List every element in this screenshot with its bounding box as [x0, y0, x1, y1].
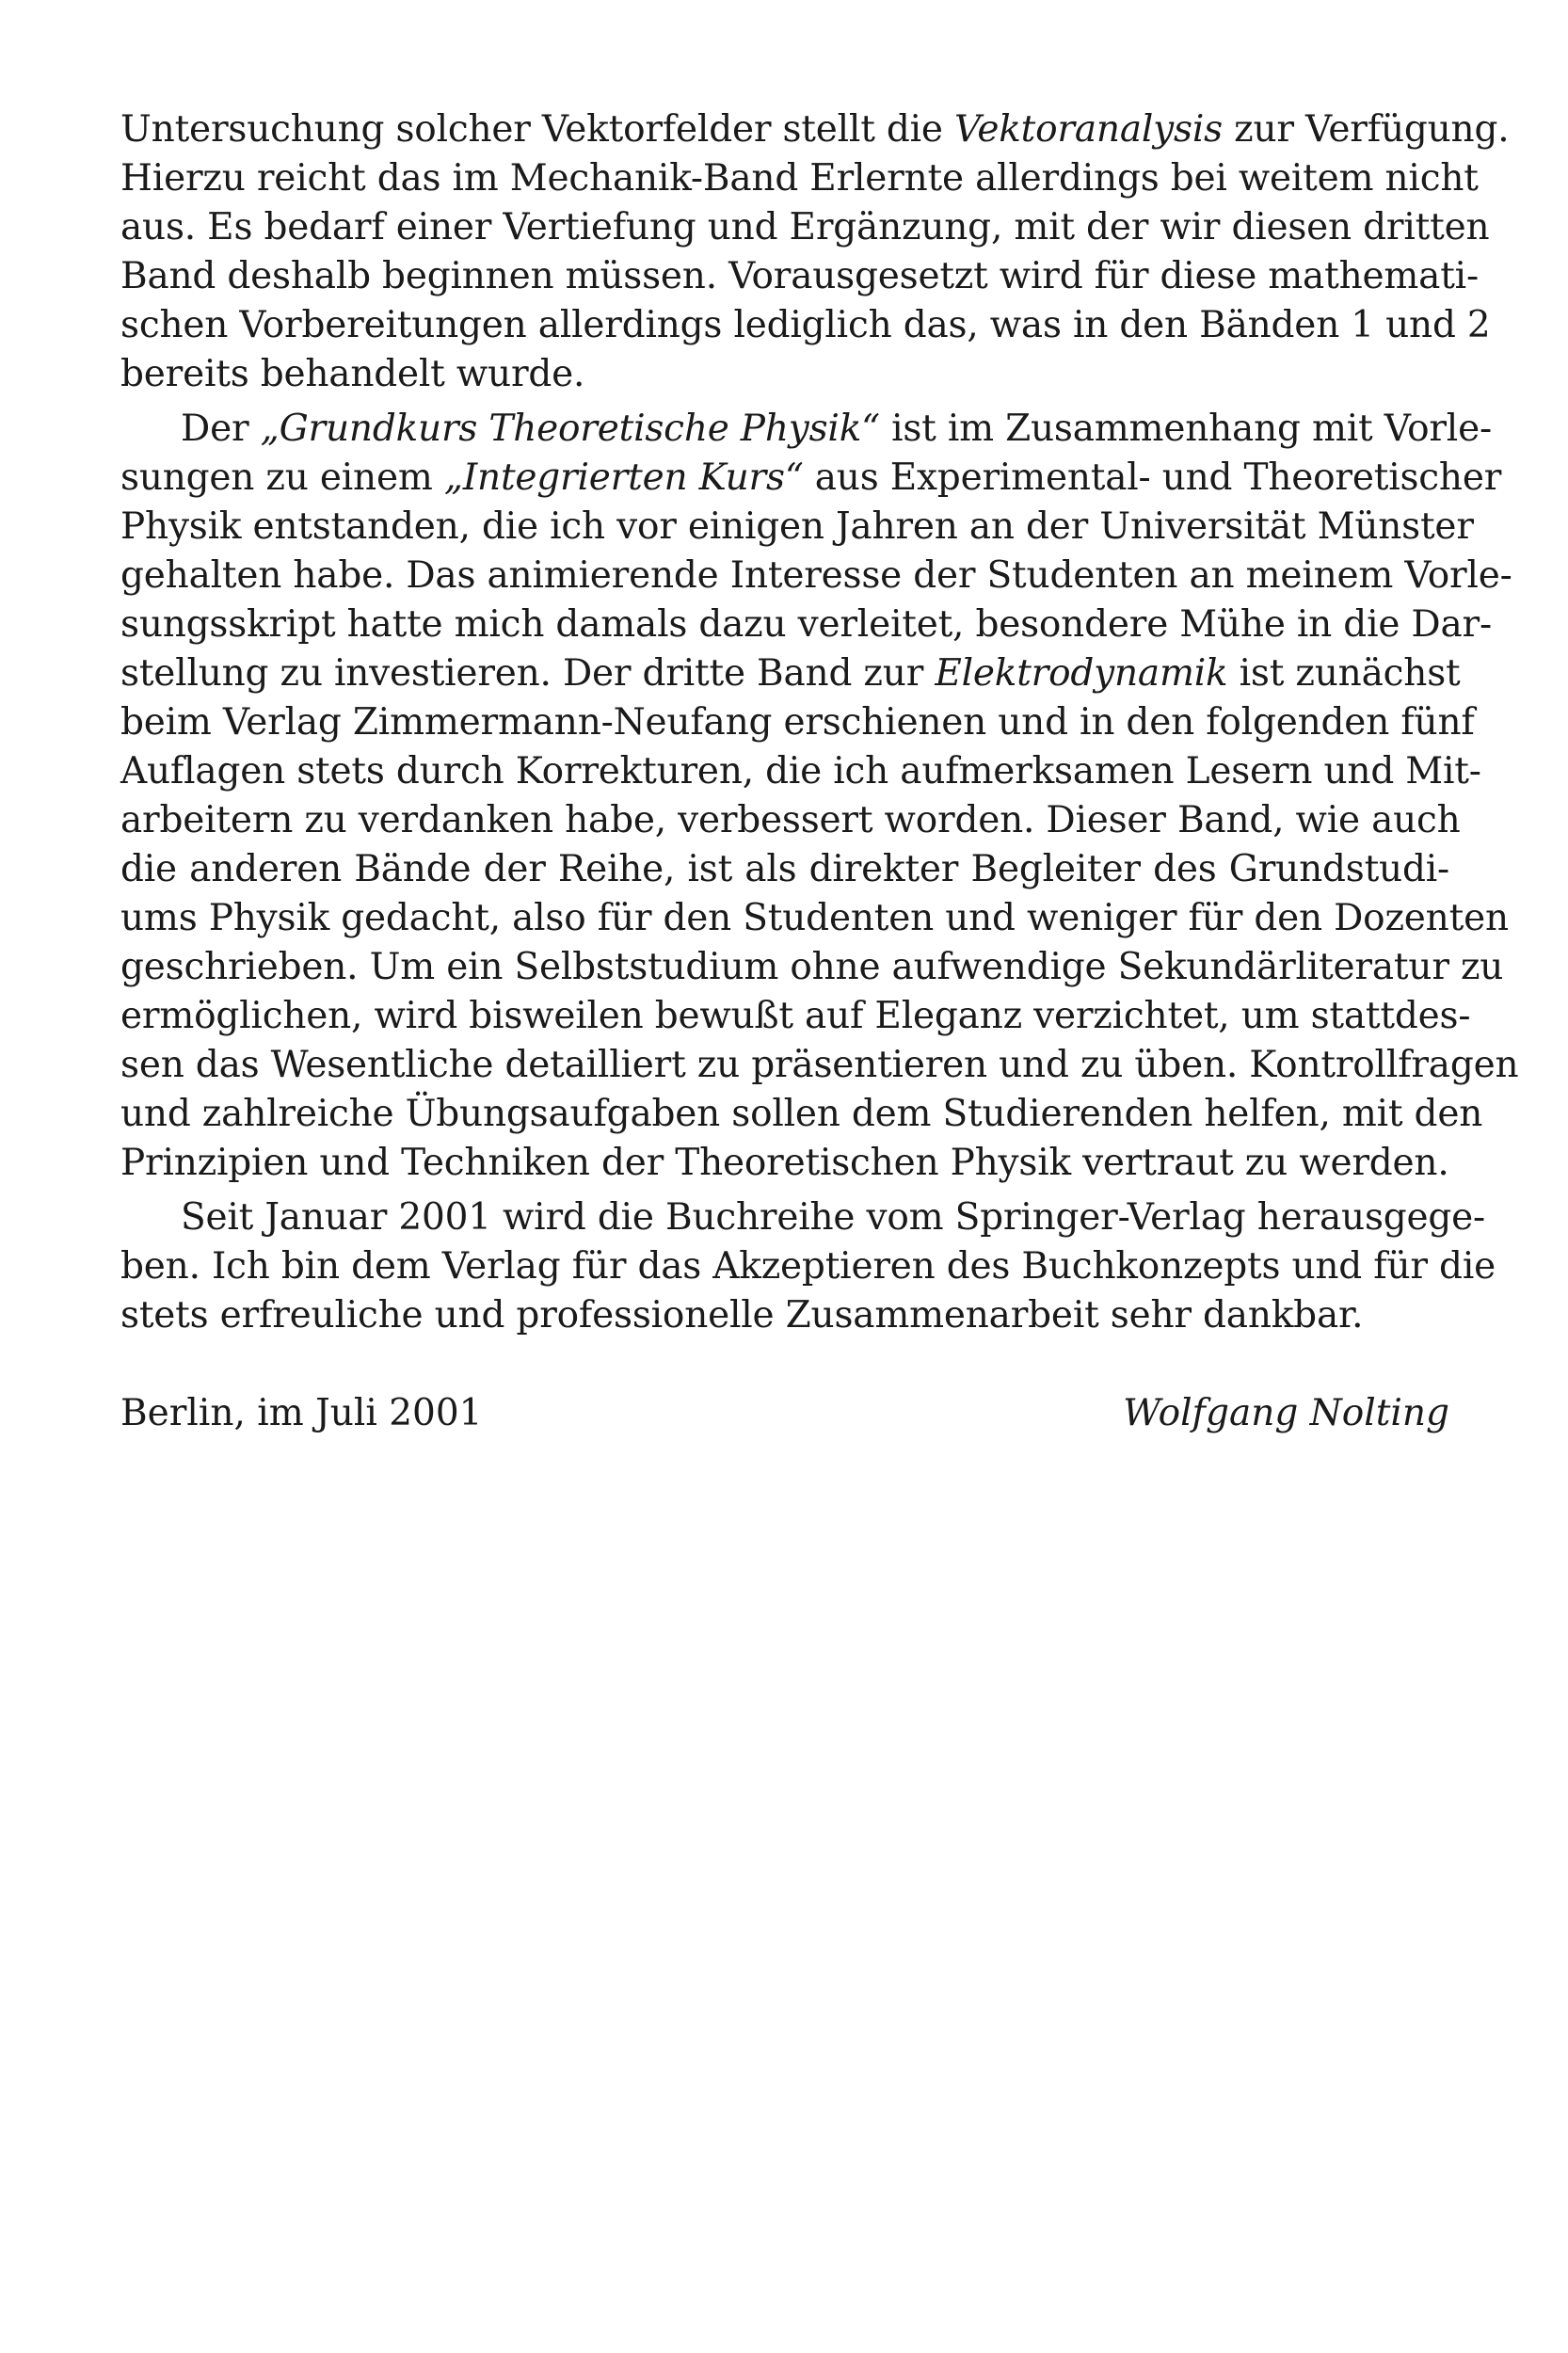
- text-segment: und zahlreiche Übungsaufgaben sollen dem Studierenden helfen, mit den: [120, 1093, 1483, 1135]
- text-segment: gehalten habe. Das animierende Interesse der Studenten an meinem Vorle-: [120, 554, 1512, 597]
- text-line: [120, 350, 1449, 399]
- text-line: [120, 894, 1509, 943]
- place-date: Berlin, im Juli 2001: [120, 1392, 483, 1434]
- text-line: [120, 301, 1491, 350]
- text-segment: beim Verlag Zimmermann-Neufang erschienen und in den folgenden fünf: [120, 701, 1475, 744]
- text-line: [120, 1291, 1449, 1340]
- text-segment: Physik entstanden, die ich vor einigen Jahren an der Universität Münster: [120, 505, 1474, 548]
- text-segment: Band deshalb beginnen müssen. Vorausgesetzt wird für diese mathemati-: [120, 255, 1479, 297]
- author-name: Wolfgang Nolting: [1123, 1392, 1449, 1434]
- text-segment: Prinzipien und Techniken der Theoretischen Physik vertraut zu werden.: [120, 1142, 1449, 1184]
- text-segment: sen das Wesentliche detailliert zu präsentieren und zu üben. Kontrollfragen: [120, 1044, 1519, 1086]
- text-segment: bereits behandelt wurde.: [120, 353, 585, 395]
- text-line: [120, 105, 1510, 154]
- text-segment: arbeitern zu verdanken habe, verbessert worden. Dieser Band, wie auch: [120, 799, 1461, 841]
- text-segment: stellung zu investieren. Der dritte Band zur: [120, 652, 936, 695]
- text-segment: Untersuchung solcher Vektorfelder stellt die: [120, 108, 954, 151]
- emphasized-text: „Integrierten Kurs“: [443, 456, 804, 499]
- text-line: [120, 992, 1471, 1041]
- text-segment: zur Verfügung.: [1222, 108, 1510, 151]
- text-line: [120, 552, 1512, 600]
- emphasized-text: Elektrodynamik: [935, 652, 1228, 695]
- text-line: [120, 796, 1461, 845]
- text-line: [120, 503, 1474, 552]
- text-segment: ist im Zusammenhang mit Vorle-: [879, 408, 1492, 450]
- text-line: [120, 845, 1449, 894]
- text-segment: ben. Ich bin dem Verlag für das Akzeptieren des Buchkonzepts und für die: [120, 1245, 1496, 1288]
- signature-row: [120, 1389, 1449, 1438]
- text-segment: Auflagen stets durch Korrekturen, die ich aufmerksamen Lesern und Mit-: [120, 750, 1481, 792]
- emphasized-text: Vektoranalysis: [953, 108, 1223, 151]
- text-line: [120, 154, 1479, 203]
- text-line: [120, 405, 1492, 454]
- text-segment: sungen zu einem: [120, 456, 444, 499]
- text-segment: sungsskript hatte mich damals dazu verleitet, besondere Mühe in die Dar-: [120, 603, 1492, 646]
- paragraph-grundkurs: [120, 405, 1519, 1188]
- text-segment: die anderen Bände der Reihe, ist als direkter Begleiter des Grundstudi-: [120, 848, 1449, 890]
- preface-page: [120, 105, 1519, 1438]
- text-line: [120, 203, 1490, 252]
- text-line: [120, 1139, 1449, 1188]
- preface-body: [120, 105, 1519, 1340]
- text-segment: ist zunächst: [1227, 652, 1461, 695]
- text-segment: schen Vorbereitungen allerdings lediglich das, was in den Bänden 1 und 2: [120, 304, 1491, 346]
- text-line: [120, 698, 1475, 747]
- text-line: [120, 600, 1492, 649]
- paragraph-vektoranalysis: [120, 105, 1510, 399]
- text-line: [120, 1041, 1519, 1090]
- text-line: [120, 454, 1502, 503]
- text-segment: aus. Es bedarf einer Vertiefung und Ergänzung, mit der wir diesen dritten: [120, 206, 1490, 248]
- text-line: [120, 943, 1504, 992]
- text-segment: ums Physik gedacht, also für den Studenten und weniger für den Dozenten: [120, 897, 1509, 939]
- paragraph-springer: [120, 1193, 1496, 1340]
- text-line: [120, 252, 1479, 301]
- text-line: [120, 649, 1461, 698]
- text-segment: stets erfreuliche und professionelle Zusammenarbeit sehr dankbar.: [120, 1294, 1364, 1337]
- text-segment: aus Experimental- und Theoretischer: [803, 456, 1502, 499]
- text-segment: geschrieben. Um ein Selbststudium ohne aufwendige Sekundärliteratur zu: [120, 946, 1504, 988]
- text-line: [120, 1193, 1486, 1242]
- text-line: [120, 747, 1481, 796]
- text-segment: Seit Januar 2001 wird die Buchreihe vom Springer-Verlag herausgege-: [181, 1196, 1486, 1239]
- text-segment: Hierzu reicht das im Mechanik-Band Erlernte allerdings bei weitem nicht: [120, 157, 1479, 200]
- text-line: [120, 1090, 1483, 1139]
- emphasized-text: „Grundkurs Theoretische Physik“: [260, 408, 880, 450]
- text-line: [120, 1242, 1496, 1291]
- text-segment: ermöglichen, wird bisweilen bewußt auf Eleganz verzichtet, um stattdes-: [120, 995, 1471, 1037]
- text-segment: Der: [181, 408, 261, 450]
